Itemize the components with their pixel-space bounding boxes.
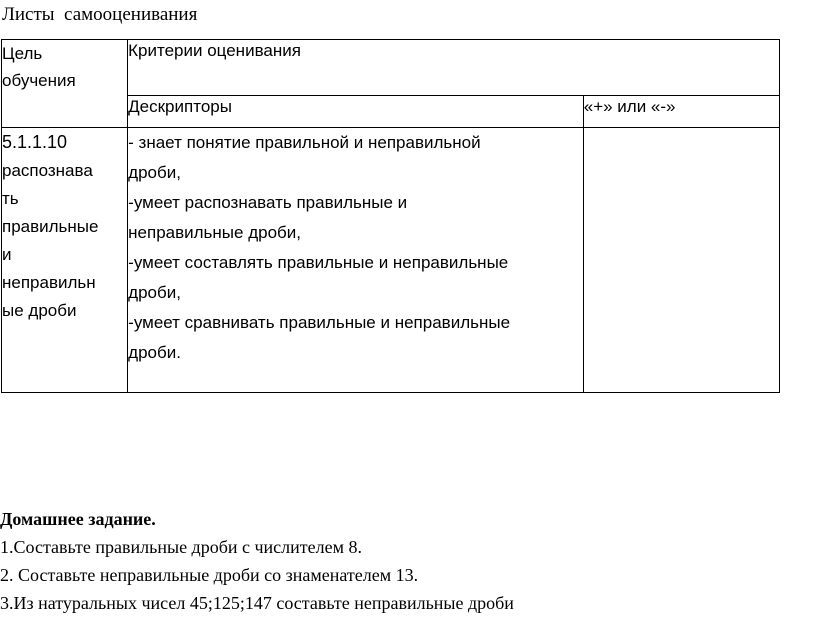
goal-code: 5.1.1.10 bbox=[2, 132, 68, 152]
header-row-criteria bbox=[2, 40, 780, 96]
goal-header-line-1: Цель bbox=[2, 44, 43, 63]
descriptor-line: дроби, bbox=[128, 163, 181, 182]
homework-item: 2. Составьте неправильные дроби со знаменателем 13. bbox=[0, 565, 419, 585]
descriptor-line: неправильные дроби, bbox=[128, 223, 301, 242]
self-assessment-table bbox=[1, 39, 780, 393]
homework-item: 3.Из натуральных чисел 45;125;147 составьте неправильные дроби bbox=[0, 593, 514, 613]
goal-line: ые дроби bbox=[2, 301, 77, 320]
mark-cell[interactable] bbox=[583, 128, 779, 393]
homework-item: 1.Составьте правильные дроби с числителем 8. bbox=[0, 537, 363, 557]
goal-header-cell bbox=[2, 40, 128, 128]
descriptors-header: Дескрипторы bbox=[128, 97, 232, 116]
descriptor-line: - знает понятие правильной и неправильной bbox=[128, 133, 481, 152]
goal-line: ть bbox=[2, 189, 19, 208]
descriptor-line: -умеет сравнивать правильные и неправильные bbox=[128, 313, 511, 332]
goal-line: распознава bbox=[2, 161, 93, 180]
goal-cell bbox=[2, 128, 128, 393]
goal-line: неправильн bbox=[2, 273, 96, 292]
descriptor-line: дроби, bbox=[128, 283, 181, 302]
descriptor-line: дроби. bbox=[128, 343, 181, 362]
criteria-header-cell bbox=[128, 40, 780, 96]
goal-line: и bbox=[2, 245, 12, 264]
descriptors-header-cell bbox=[128, 96, 584, 128]
plus-minus-header: «+» или «-» bbox=[583, 97, 676, 116]
page-title: Листы самооценивания bbox=[2, 4, 198, 25]
plus-minus-header-cell bbox=[583, 96, 779, 128]
homework-section bbox=[0, 505, 514, 617]
descriptor-line: -умеет распознавать правильные и bbox=[128, 193, 408, 212]
descriptor-line: -умеет составлять правильные и неправильные bbox=[128, 253, 509, 272]
goal-header-line-2: обучения bbox=[2, 71, 76, 90]
goal-line: правильные bbox=[2, 217, 99, 236]
criteria-header: Критерии оценивания bbox=[128, 41, 301, 60]
table-row bbox=[2, 128, 780, 393]
homework-title: Домашнее задание. bbox=[0, 509, 156, 529]
descriptors-cell bbox=[128, 128, 584, 393]
